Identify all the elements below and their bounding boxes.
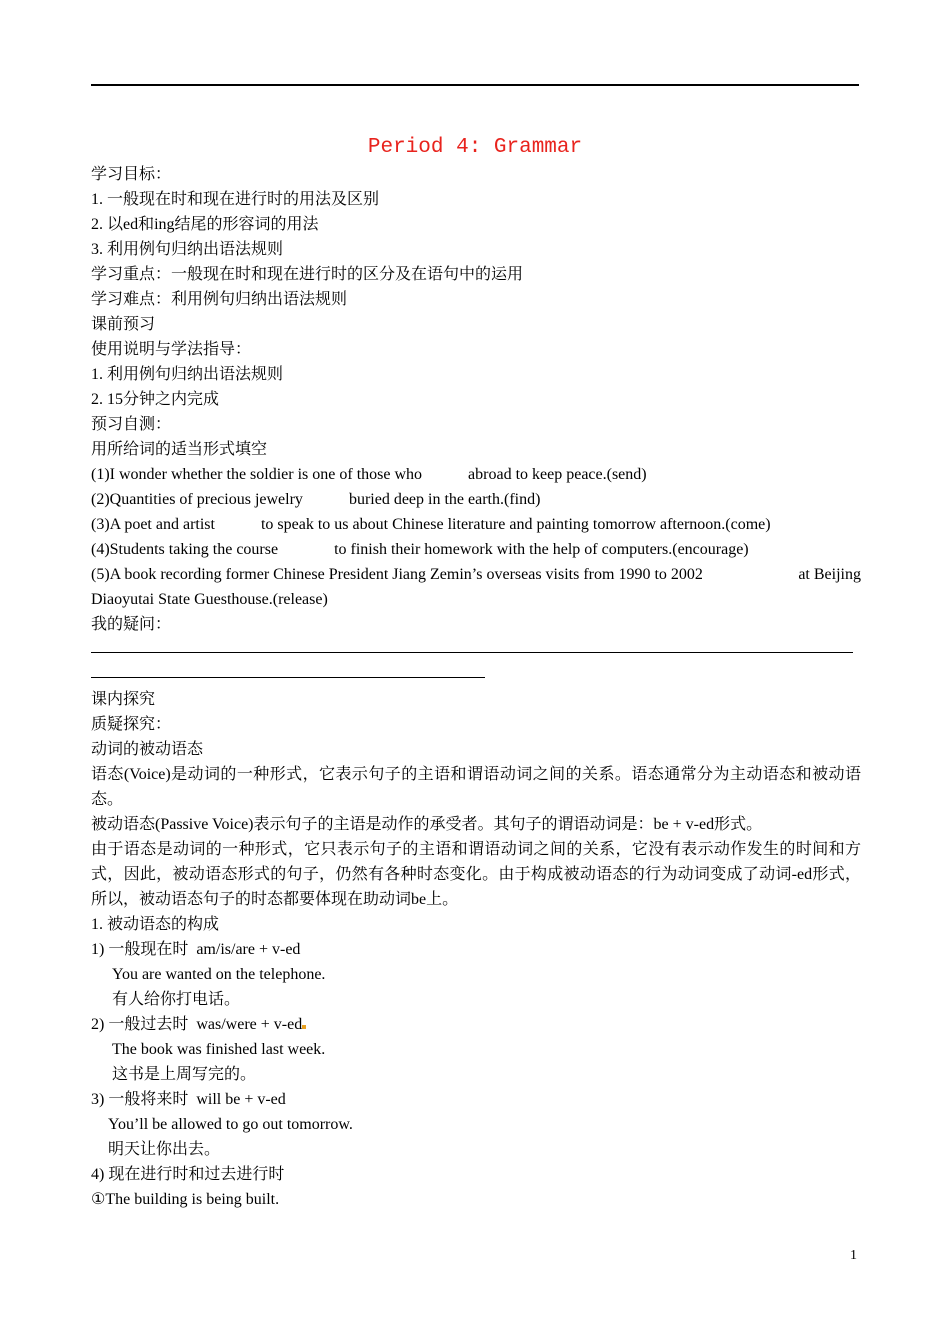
page-number: 1 xyxy=(850,1248,857,1263)
header-rule xyxy=(91,84,859,86)
exercise-text: at Beijing xyxy=(798,566,861,583)
example-zh: 这书是上周写完的。 xyxy=(112,1066,257,1083)
answer-line[interactable] xyxy=(91,677,485,678)
tense-label: 4) 现在进行时和过去进行时 xyxy=(91,1166,285,1183)
answer-blank[interactable] xyxy=(723,562,779,587)
objective-item: 1. 一般现在时和现在进行时的用法及区别 xyxy=(91,191,380,208)
example-en: You are wanted on the telephone. xyxy=(112,966,326,983)
objectives-heading: 学习目标： xyxy=(91,166,172,183)
exercise-instruction: 用所给词的适当形式填空 xyxy=(91,441,268,458)
inquiry-heading: 质疑探究： xyxy=(91,716,172,733)
comment-marker xyxy=(302,1025,306,1029)
exercise-text: (1)I wonder whether the soldier is one of those who xyxy=(91,466,423,483)
inclass-heading: 课内探究 xyxy=(91,691,156,708)
self-test-heading: 预习自测： xyxy=(91,416,172,433)
paragraph: 由于语态是动词的一种形式，它只表示句子的主语和谓语动词之间的关系，它没有表示动作发生的时间和方式，因此，被动语态形式的句子，仍然有各种时态变化。由于构成被动语态的行为动词变成了动词-ed形式，所以，被动语态句子的时态都要体现在助动词be上。 xyxy=(91,841,861,908)
exercise-item xyxy=(91,537,861,562)
exercise-text: buried deep in the earth.(find) xyxy=(348,491,541,508)
example-zh: 明天让你出去。 xyxy=(108,1141,221,1158)
guide-heading: 使用说明与学法指导： xyxy=(91,341,252,358)
exercise-text: (3)A poet and artist xyxy=(91,516,215,533)
tense-label: 1) 一般现在时 am/is/are + v-ed xyxy=(91,941,301,958)
example-zh: 有人给你打电话。 xyxy=(112,991,241,1008)
objective-item: 3. 利用例句归纳出语法规则 xyxy=(91,241,284,258)
guide-item: 2. 15分钟之内完成 xyxy=(91,391,220,408)
exercise-item xyxy=(91,512,861,537)
example-en: The book was finished last week. xyxy=(112,1041,326,1058)
paragraph: 被动语态(Passive Voice)表示句子的主语是动作的承受者。其句子的谓语动词是：be + v-ed形式。 xyxy=(91,816,763,833)
topic-heading: 动词的被动语态 xyxy=(91,741,204,758)
example-en: ①The building is being built. xyxy=(91,1191,280,1208)
page-title: Period 4: Grammar xyxy=(367,136,583,159)
tense-label: 2) 一般过去时 was/were + v-ed xyxy=(91,1016,303,1033)
paragraph: 语态(Voice)是动词的一种形式，它表示句子的主语和谓语动词之间的关系。语态通常分为主动语态和被动语态。 xyxy=(91,766,861,808)
exercise-item xyxy=(91,562,861,587)
exercise-continuation: Diaoyutai State Guesthouse.(release) xyxy=(91,591,328,608)
key-points: 学习重点：一般现在时和现在进行时的区分及在语句中的运用 xyxy=(91,266,524,283)
tense-label-row xyxy=(91,1012,861,1037)
difficulties: 学习难点：利用例句归纳出语法规则 xyxy=(91,291,348,308)
exercise-text: (5)A book recording former Chinese President Jiang Zemin’s overseas visits from 1990 to 2002 xyxy=(91,566,703,583)
example-en: You’ll be allowed to go out tomorrow. xyxy=(108,1116,353,1133)
exercise-text: to speak to us about Chinese literature and painting tomorrow afternoon.(come) xyxy=(260,516,771,533)
answer-line[interactable] xyxy=(91,652,853,653)
questions-line-space xyxy=(91,637,861,662)
exercise-text: to finish their homework with the help of computers.(encourage) xyxy=(334,541,749,558)
tense-label: 3) 一般将来时 will be + v-ed xyxy=(91,1091,286,1108)
questions-line-space xyxy=(91,662,861,687)
questions-heading: 我的疑问： xyxy=(91,616,172,633)
preview-heading: 课前预习 xyxy=(91,316,156,333)
exercise-item xyxy=(91,487,861,512)
exercise-text: (2)Quantities of precious jewelry xyxy=(91,491,303,508)
exercise-text: abroad to keep peace.(send) xyxy=(468,466,647,483)
exercise-text: (4)Students taking the course xyxy=(91,541,279,558)
document-body xyxy=(91,162,861,1212)
exercise-item xyxy=(91,462,861,487)
guide-item: 1. 利用例句归纳出语法规则 xyxy=(91,366,284,383)
objective-item: 2. 以ed和ing结尾的形容词的用法 xyxy=(91,216,319,233)
section-heading: 1. 被动语态的构成 xyxy=(91,916,220,933)
